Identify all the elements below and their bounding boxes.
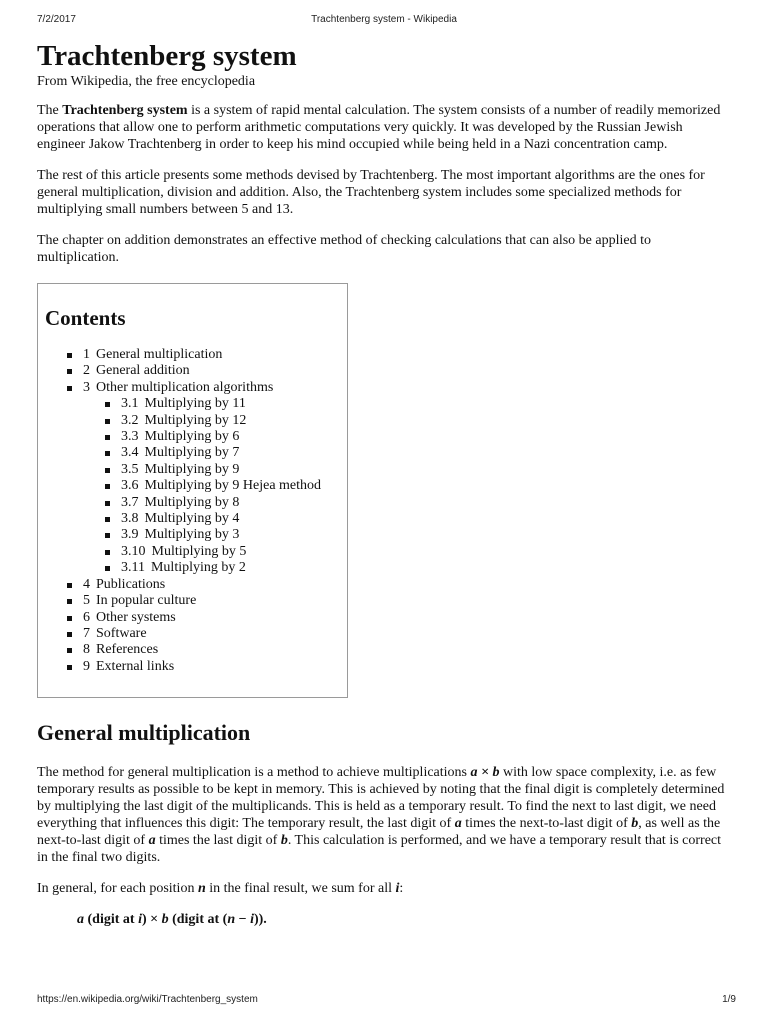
- toc-item-2[interactable]: 2 General addition: [67, 363, 347, 379]
- print-page-number: 1/9: [722, 994, 736, 1005]
- print-url: https://en.wikipedia.org/wiki/Trachtenberg_system: [37, 994, 258, 1005]
- general-multiplication-paragraph-1: The method for general multiplication is a method to achieve multiplications a × b with low space complexity, i.e. as few temporary results as possible to be kept in memory. This is achieved by noting that the final digit is completely determined by multiplying the last digit of the multiplicands. This is held as a temporary result. To find the next to last digit, we need everything that influences this digit: The temporary result, the last digit of a times the next-to-last digit of b, as well as the next-to-last digit of a times the last digit of b. This calculation is performed, and we have a temporary result that is correct in the final two digits.: [37, 765, 725, 865]
- toc-sublist: [83, 396, 347, 576]
- toc-list: [45, 347, 347, 675]
- toc-subitem-3-5[interactable]: 3.5 Multiplying by 9: [105, 462, 347, 478]
- toc-subitem-3-9[interactable]: 3.9 Multiplying by 3: [105, 527, 347, 543]
- article-subject-bold: Trachtenberg system: [62, 103, 188, 118]
- math-a: a: [148, 833, 156, 848]
- toc-subitem-3-11[interactable]: 3.11 Multiplying by 2: [105, 560, 347, 576]
- print-header: [0, 14, 768, 28]
- print-date: 7/2/2017: [37, 14, 76, 25]
- math-a: a: [454, 816, 462, 831]
- general-multiplication-paragraph-2: In general, for each position n in the final result, we sum for all i:: [37, 881, 404, 896]
- toc-item-3[interactable]: 3 Other multiplication algorithms 3.1 Multiplying by 11 3.2 Multiplying by 12 3.3 Multiplying by 6 3.4 Multiplying by 7 3.5 Multiplying by 9 3.6 Multiplying by 9 Hejea method 3.7 Multiplying by 8 3.8 Multiplying by 4 3.9 Multiplying by 3 3.10 Multiplying by 5 3.11 Multiplying by 2: [67, 380, 347, 577]
- toc-subitem-3-2[interactable]: 3.2 Multiplying by 12: [105, 413, 347, 429]
- toc-subitem-3-10[interactable]: 3.10 Multiplying by 5: [105, 544, 347, 560]
- toc-subitem-3-4[interactable]: 3.4 Multiplying by 7: [105, 445, 347, 461]
- math-i: i: [395, 881, 400, 896]
- toc-item-9[interactable]: 9 External links: [67, 659, 347, 675]
- toc-subitem-3-8[interactable]: 3.8 Multiplying by 4: [105, 511, 347, 527]
- toc-item-6[interactable]: 6 Other systems: [67, 610, 347, 626]
- math-n: n: [197, 881, 206, 896]
- toc-subitem-3-1[interactable]: 3.1 Multiplying by 11: [105, 396, 347, 412]
- toc-subitem-3-6[interactable]: 3.6 Multiplying by 9 Hejea method: [105, 478, 347, 494]
- toc-item-7[interactable]: 7 Software: [67, 626, 347, 642]
- math-a-times-b: a × b: [470, 765, 500, 780]
- toc-item-8[interactable]: 8 References: [67, 642, 347, 658]
- math-b: b: [280, 833, 288, 848]
- toc-heading: Contents: [45, 306, 126, 330]
- toc-subitem-3-7[interactable]: 3.7 Multiplying by 8: [105, 495, 347, 511]
- intro-paragraph-1: The Trachtenberg system is a system of rapid mental calculation. The system consists of a number of readily memorized operations that allow one to perform arithmetic computations very quickly. It was developed by the Russian Jewish engineer Jakow Trachtenberg in order to keep his mind occupied while being held in a Nazi concentration camp.: [37, 103, 721, 152]
- intro-paragraph-3: The chapter on addition demonstrates an effective method of checking calculations that can also be applied to multiplication.: [37, 233, 651, 265]
- toc-item-5[interactable]: 5 In popular culture: [67, 593, 347, 609]
- toc-subitem-3-3[interactable]: 3.3 Multiplying by 6: [105, 429, 347, 445]
- toc-item-1[interactable]: 1 General multiplication: [67, 347, 347, 363]
- section-heading-general-multiplication: General multiplication: [37, 720, 251, 745]
- table-of-contents: [37, 283, 348, 698]
- page-title: Trachtenberg system: [37, 40, 297, 72]
- math-b: b: [631, 816, 639, 831]
- multiplication-formula: a (digit at i) × b (digit at (n − i)).: [77, 912, 267, 927]
- article-content: [37, 38, 731, 929]
- intro-paragraph-2: The rest of this article presents some methods devised by Trachtenberg. The most important algorithms are the ones for general multiplication, division and addition. Also, the Trachtenberg system includes some specialized methods for multiplying small numbers between 5 and 13.: [37, 168, 705, 217]
- print-doc-title: Trachtenberg system - Wikipedia: [311, 14, 457, 25]
- toc-item-4[interactable]: 4 Publications: [67, 577, 347, 593]
- page-tagline: From Wikipedia, the free encyclopedia: [37, 74, 256, 89]
